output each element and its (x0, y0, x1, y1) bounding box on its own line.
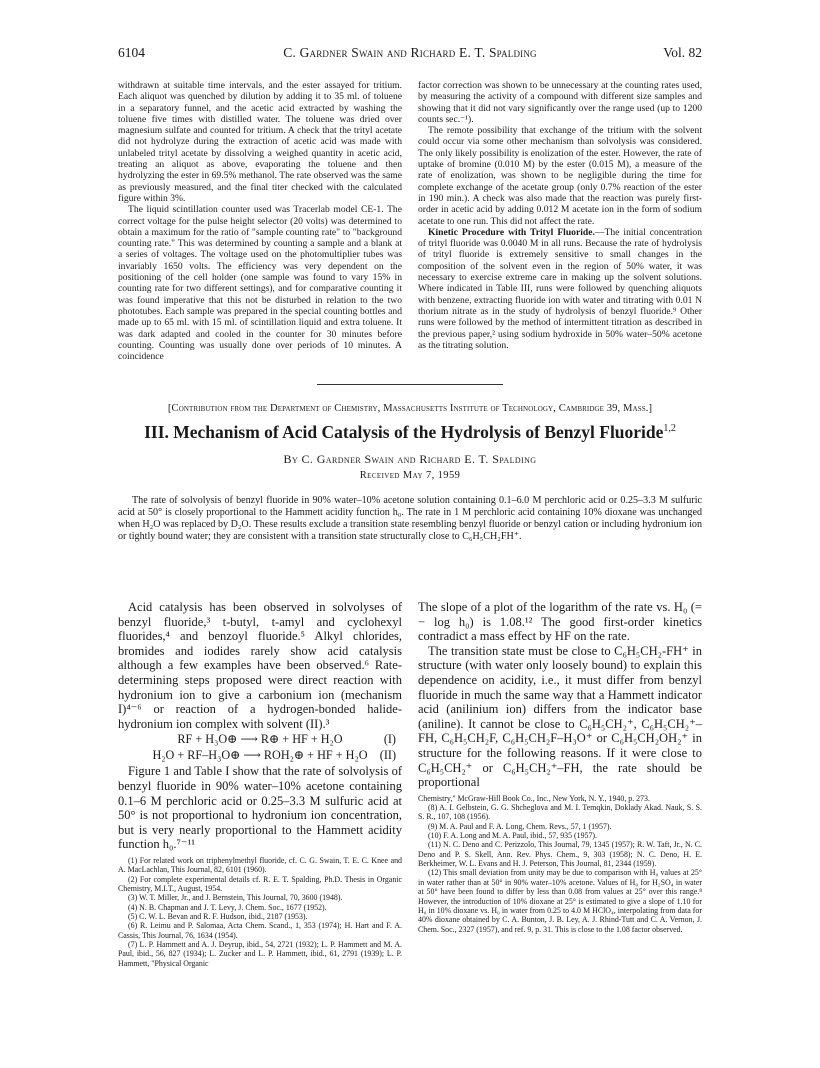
running-head (118, 45, 702, 63)
footnotes-right (418, 794, 702, 934)
volume-label: Vol. 82 (663, 45, 702, 60)
kinetic-procedure-text: —The initial concentration of trityl fluoride was 0.0040 M in all runs. Because the rate of hydrolysis of trityl fluoride is extremely sensitive to small changes in the composition of the solvent even in the region of 50% water, it was necessary to exercise extreme care in making up the solvent solutions. Where indicated in Table III, runs were followed by quenching aliquots with benzene, extracting fluoride ion with water and titrating with 0.01 N thorium nitrate as in the study of hydrolysis of benzyl fluoride.⁹ Other runs were followed by the method of intermittent titration as described in the previous paper,² using sodium hydroxide in 50% water–50% acetone as the titrating solution. (418, 226, 703, 351)
equation-text: RF + H₃O⊕ ⟶ R⊕ + HF + H₂O (177, 732, 343, 747)
page-number: 6104 (118, 45, 145, 60)
contribution-line: [Contribution from the Department of Chemistry, Massachusetts Institute of Technology, Cambridge 39, Mass.] (167, 403, 653, 414)
body-paragraph: The slope of a plot of the logarithm of the rate vs. H₀ (= − log h₀) is 1.08.¹² The good first-order kinetics contradict a mass effect by HF on the rate. (418, 600, 702, 644)
received-date: Received May 7, 1959 (359, 470, 461, 481)
body-paragraph: Figure 1 and Table I show that the rate of solvolysis of benzyl fluoride in 90% water–10% acetone containing 0.1–6 M perchloric acid or 0.25–3.3 M sulfuric acid at 50° is not proportional to hydronium ion concentration, but is very nearly proportional to the Hammett acidity function h₀.⁷⁻¹¹ (118, 764, 402, 852)
running-head-authors: C. Gardner Swain and Richard E. T. Spalding (283, 45, 537, 60)
equation-number: (I) (383, 732, 396, 747)
footnotes-left (118, 856, 402, 968)
abstract (118, 495, 702, 543)
equation-text: H₂O + RF–H₃O⊕ ⟶ ROH₂⊕ + HF + H₂O (152, 748, 368, 763)
footnote: (9) M. A. Paul and F. A. Long, Chem. Revs., 57, 1 (1957). (428, 821, 612, 831)
main-column-right (418, 600, 702, 934)
footnote: (4) N. B. Chapman and J. T. Levy, J. Chem. Soc., 1677 (1952). (128, 902, 327, 912)
footnote: (12) This small deviation from unity may be due to comparison with H₀ values at 25° in water rather than at 50° in 90% water–10% acetone. Values of H₀ for H₂SO₄ in water at 50° have been found to differ by less than 0.08 from values at 25° over this range.⁸ However, the introduction of 10% dioxane at 25° is estimated to give a slope of 1.10 for H₀ in 10% dioxane vs. H₀ in water from 0.25 to 4.0 M HClO₄, interpolating from data for 40% dioxane obtained by C. A. Bunton, J. B. Ley, A. J. Rhind-Tutt and C. A. Vernon, J. Chem. Soc., 2327 (1957), and ref. 9, p. 31. This is close to the 1.08 factor observed. (418, 868, 702, 934)
equation-1 (118, 732, 402, 747)
experimental-paragraph: The remote possibility that exchange of the tritium with the solvent could occur via some other mechanism than solvolysis was considered. The only likely possibility is enolization of the ester. However, the rate of uptake of bromine (0.010 M) by the ester (0.015 M), a measure of the rate of enolization, was shown to be negligible during the time for complete exchange of the acetate group (only 0.7% reaction of the ester in 190 min.). A check was also made that the reaction was purely first-order in acetic acid by adding 0.012 M acetate ion in the form of sodium acetate to one run. This did not affect the rate. (418, 125, 702, 227)
footnote: (6) R. Leimu and P. Salomaa, Acta Chem. Scand., 1, 353 (1974); H. Hart and F. A. Cassis, This Journal, 76, 1634 (1954). (118, 921, 402, 940)
body-paragraph: Acid catalysis has been observed in solvolyses of benzyl fluoride,³ t-butyl, t-amyl and cyclohexyl fluorides,⁴ and benzoyl fluoride.⁵ Alkyl chlorides, bromides and iodides rarely show acid catalysis although a few examples have been observed.⁶ Rate-determining steps proposed were direct reaction with hydronium ion to give a carbonium ion (mechanism I)⁴⁻⁶ or reaction of a hydrogen-bonded halide-hydronium ion complex with solvent (II).³ (118, 600, 402, 731)
footnote: (11) N. C. Deno and C. Perizzolo, This Journal, 79, 1345 (1957); R. W. Taft, Jr., N. C. Deno and P. S. Skell, Ann. Rev. Phys. Chem., 9, 303 (1958); N. C. Deno, H. E. Berkheimer, W. L. Evans and H. J. Peterson, This Journal, 81, 2344 (1959). (418, 840, 702, 869)
byline: By C. Gardner Swain and Richard E. T. Spalding (283, 452, 537, 466)
abstract-text: The rate of solvolysis of benzyl fluoride in 90% water–10% acetone solution containing 0.1–6.0 M perchloric acid or 0.25–3.3 M sulfuric acid at 50° is closely proportional to the Hammett acidity function h₀. The rate in 1 M perchloric acid containing 10% dioxane was unchanged when H₂O was replaced by D₂O. These results exclude a transition state resembling benzyl fluoride or benzyl cation or including hydronium ion or tightly bound water; they are consistent with a transition state structurally close to C₆H₅CH₂FH⁺. (118, 495, 702, 542)
article-title-text: III. Mechanism of Acid Catalysis of the Hydrolysis of Benzyl Fluoride (144, 422, 664, 442)
footnote: (2) For complete experimental details cf. R. E. T. Spalding, Ph.D. Thesis in Organic Chemistry, M.I.T., August, 1954. (118, 874, 402, 893)
article-title (118, 422, 702, 443)
experimental-paragraph: factor correction was shown to be unnecessary at the counting rates used, by measuring the activity of a compound with different size samples and showing that it did not vary significantly over the range used (up to 1200 counts sec.⁻¹). (418, 80, 702, 125)
footnote: (5) C. W. L. Bevan and R. F. Hudson, ibid., 2187 (1953). (128, 911, 308, 921)
experimental-column-right (418, 80, 702, 351)
experimental-column-left (118, 80, 402, 362)
footnote: (10) F. A. Long and M. A. Paul, ibid., 57, 935 (1957). (428, 831, 598, 841)
kinetic-procedure-heading: Kinetic Procedure with Trityl Fluoride. (428, 226, 595, 238)
footnote: (8) A. I. Gelbstein, G. G. Shcheglova and M. I. Temqkin, Doklady Akad. Nauk, S. S. S. R., 107, 108 (1956). (418, 803, 702, 822)
footnote: (3) W. T. Miller, Jr., and J. Bernstein, This Journal, 70, 3600 (1948). (128, 893, 343, 903)
footnote: (7) L. P. Hammett and A. J. Deyrup, ibid., 54, 2721 (1932); L. P. Hammett and M. A. Paul, ibid., 56, 827 (1934); L. Zucker and L. P. Hammett, ibid., 61, 2791 (1939); L. P. Hammett, "Physical Organic (118, 940, 402, 968)
title-footnote-marks: 1,2 (663, 423, 676, 435)
equation-2 (118, 748, 402, 763)
body-paragraph: The transition state must be close to C₆H₅CH₂-FH⁺ in structure (with water only loosely bound) to explain this dependence on acidity, i.e., it must differ from benzyl fluoride in much the same way that a Hammett indicator acid (anilinium ion) differs from the indicator base (aniline). It cannot be close to C₆H₅CH₂⁺, C₆H₅CH₂⁺–FH, C₆H₅CH₂F, C₆H₅CH₂F–H₃O⁺ or C₆H₅CH₂OH₂⁺ in structure for the following reasons. If it were close to C₆H₅CH₂⁺ or C₆H₅CH₂⁺–FH, the rate should be proportional (418, 643, 702, 790)
main-column-left (118, 600, 402, 968)
experimental-paragraph: The liquid scintillation counter used was Tracerlab model CE-1. The correct voltage for the pulse height selector (20 volts) was determined to obtain a maximum for the ratio of "sample counting rate" to "background counting rate." This was determined by counting a sample and a blank at a series of voltages. The voltage used on the photomultiplier tubes was invariably 1650 volts. The efficiency was very dependent on the positioning of the cell holder (one sample was found to vary 15% in counting rate for two different settings), and for comparative counting it was found imperative that this not be disturbed in relation to the two phototubes. Each sample was prepared in the special counting bottles and made up to 65 ml. with 15 ml. of scintillation liquid and extra toluene. It was dark adapted and cooled in the counter for 30 minutes before counting. Counting was usually done over periods of 10 minutes. A coincidence (118, 204, 402, 363)
footnote: (1) For related work on triphenylmethyl fluoride, cf. C. G. Swain, T. E. C. Knee and A. MacLachlan, This Journal, 82, 6101 (1960). (118, 855, 402, 875)
equation-number: (II) (379, 748, 396, 763)
experimental-paragraph: withdrawn at suitable time intervals, and the ester assayed for tritium. Each aliquot was quenched by dilution by adding it to 35 ml. of toluene in a separatory funnel, and the acetic acid extracted by washing the toluene five times with distilled water. The toluene was dried over magnesium sulfate and counted for tritium. A check that the trityl acetate did not hydrolyze during the extraction of acetic acid was made with unlabeled trityl acetate by dissolving a weighed quantity in acetic acid, treating an aliquot as above, evaporating the toluene and then hydrolyzing the ester in 69.5% methanol. The rate observed was the same as previously measured, and the final titer checked with the calculated figure within 3%. (118, 80, 402, 204)
footnote: Chemistry," McGraw-Hill Book Co., Inc., New York, N. Y., 1940, p. 273. (418, 793, 650, 803)
section-divider (317, 384, 503, 385)
kinetic-procedure-paragraph (418, 227, 702, 351)
